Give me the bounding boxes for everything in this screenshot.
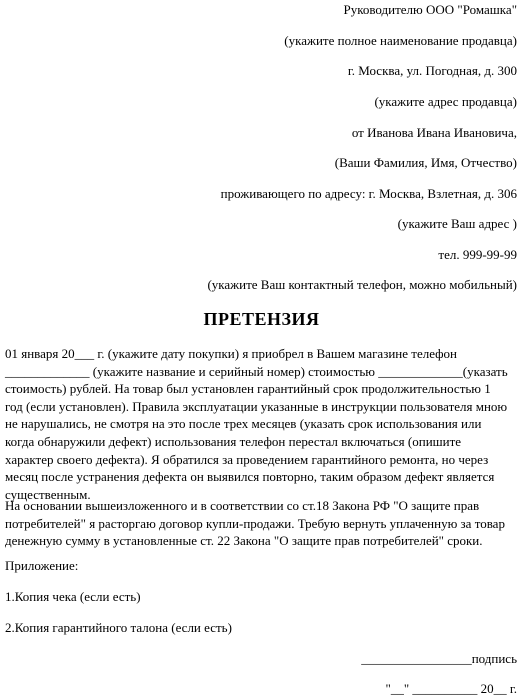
claim-paragraph [5,345,517,503]
text-line: когда обнаружили дефект) использования телефон перестал включаться (опишите [5,433,462,449]
attachment-item: 2.Копия гарантийного талона (если есть) [5,620,232,635]
document-title: ПРЕТЕНЗИЯ [203,309,320,329]
demand-paragraph [5,497,517,550]
attachment-item: 1.Копия чека (если есть) [5,589,141,604]
sender-address-hint: (укажите Ваш адрес ) [397,216,517,231]
sender-phone: тел. 999-99-99 [438,247,517,262]
sender-address: проживающего по адресу: г. Москва, Взлетная, д. 306 [220,186,517,201]
signature-line: _________________подпись [361,651,517,666]
sender-name-hint: (Ваши Фамилия, Имя, Отчество) [334,155,517,170]
text-line: год (если установлен). Правила эксплуатации указанные в инструкции пользователя мною [5,398,508,414]
sender-phone-hint: (укажите Ваш контактный телефон, можно мобильный) [207,277,517,292]
text-line: характер своего дефекта). Я обратился за проведением гарантийного ремонта, но через [5,451,489,467]
text-line: 01 января 20___ г. (укажите дату покупки) я приобрел в Вашем магазине телефон [5,346,458,361]
text-line: _____________ (укажите название и серийный номер) стоимостью _____________(указать [5,363,508,379]
text-line: На основании вышеизложенного и в соответствии со ст.18 Закона РФ "О защите прав [5,498,480,513]
seller-address-hint: (укажите адрес продавца) [374,94,517,109]
text-line: стоимость) рублей. На товар был установлен гарантийный срок продолжительностью 1 [5,381,491,397]
sender-name: от Иванова Ивана Ивановича, [351,125,517,140]
text-line: денежную сумму в установленные ст. 22 Закона "О защите прав потребителей" сроки. [5,533,483,549]
date-line: "__" __________ 20__ г. [385,681,517,696]
addressee-name: Руководителю ООО "Ромашка" [343,2,517,17]
addressee-hint: (укажите полное наименование продавца) [284,33,517,48]
seller-address: г. Москва, ул. Погодная, д. 300 [347,63,517,78]
attachments-label: Приложение: [5,558,79,573]
text-line: месяц после устранения дефекта он выявился повторно, таким образом дефект является [5,469,495,485]
text-line: потребителей" я расторгаю договор купли-продажи. Требую вернуть уплаченную за товар [5,515,505,531]
text-line: не нарушались, не смотря на это после трех месяцев (указать срок использования или [5,416,482,432]
text-line: существенным. [5,486,91,502]
